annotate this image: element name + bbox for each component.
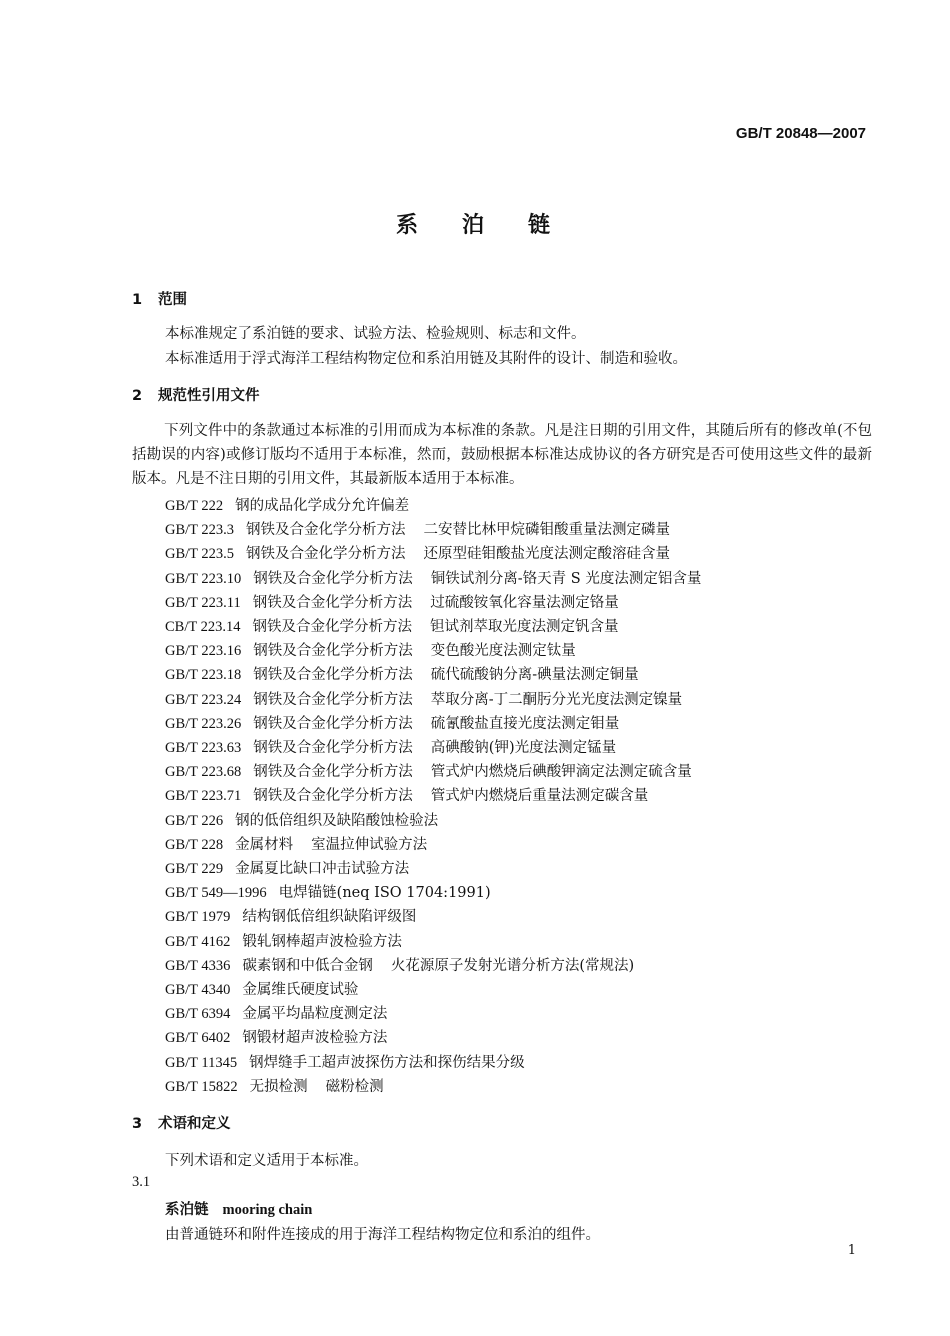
reference-code: GB/T 223.11: [165, 594, 241, 611]
reference-code: GB/T 6394: [165, 1006, 231, 1023]
reference-item: [165, 760, 692, 781]
reference-item: [165, 591, 619, 612]
reference-code: GB/T 223.68: [165, 764, 242, 781]
reference-method: 硫代硫酸钠分离-碘量法测定铜量: [430, 667, 639, 684]
reference-method: 变色酸光度法测定钛量: [430, 643, 576, 660]
reference-name: 碳素钢和中低合金钢: [242, 957, 373, 974]
section-title: 规范性引用文件: [158, 388, 260, 404]
reference-item: [165, 567, 701, 588]
reference-name: 钢铁及合金化学分析方法: [253, 740, 413, 756]
reference-method: 铜铁试剂分离-铬天青 S 光度法测定铝含量: [430, 570, 702, 587]
reference-item: [165, 978, 376, 999]
term-number: 3.1: [132, 1174, 151, 1190]
reference-code: CB/T 223.14: [165, 619, 241, 635]
reference-name: 金属维氏硬度试验: [242, 982, 359, 998]
reference-name: 钢铁及合金化学分析方法: [252, 619, 412, 635]
scope-paragraph-2: 本标准适用于浮式海洋工程结构物定位和系泊用链及其附件的设计、制造和验收。: [165, 351, 687, 367]
reference-method: 过硫酸铵氧化容量法测定铬量: [430, 594, 619, 611]
term-definition: 由普通链环和附件连接成的用于海洋工程结构物定位和系泊的组件。: [165, 1227, 600, 1243]
reference-name: 金属平均晶粒度测定法: [242, 1006, 388, 1023]
reference-item: [165, 736, 616, 757]
reference-method: 硫氰酸盐直接光度法测定钼量: [430, 715, 620, 732]
reference-item: [165, 615, 618, 636]
reference-item: [165, 688, 682, 709]
section-2-heading: [132, 384, 260, 405]
reference-method: 室温拉伸试验方法: [311, 836, 428, 853]
reference-item: [165, 1051, 543, 1072]
term-zh: 系泊链: [165, 1202, 209, 1218]
references-intro-text: 下列文件中的条款通过本标准的引用而成为本标准的条款。凡是注日期的引用文件，其随后所有的修改单(不包括勘误的内容)或修订版均不适用于本标准，然而，鼓励根据本标准达成协议的各方研究是否可使用这些文件的最新版本。凡是不注日期的引用文件，其最新版本适用于本标准。: [132, 423, 872, 487]
reference-code: GB/T 228: [165, 836, 224, 853]
reference-code: GB/T 549—1996: [165, 885, 267, 902]
reference-name: 钢铁及合金化学分析方法: [253, 570, 413, 587]
reference-name: 钢铁及合金化学分析方法: [252, 594, 413, 611]
reference-item: [165, 809, 456, 830]
reference-item: [165, 905, 434, 926]
reference-method: 高碘酸钠(钾)光度法测定锰量: [430, 740, 617, 756]
page-title: 系泊链: [395, 213, 594, 238]
reference-item: [165, 954, 634, 975]
term-en: mooring chain: [222, 1202, 313, 1218]
reference-code: GB/T 223.26: [165, 715, 242, 732]
reference-item: [165, 881, 509, 902]
reference-name: 电焊锚链(neq ISO 1704:1991): [278, 885, 491, 902]
reference-code: GB/T 223.24: [165, 691, 242, 708]
reference-item: [165, 833, 427, 854]
reference-code: GB/T 223.10: [165, 570, 242, 587]
reference-item: [165, 542, 670, 563]
reference-name: 钢锻材超声波检验方法: [242, 1030, 388, 1047]
reference-method: 管式炉内燃烧后重量法测定碳含量: [430, 788, 649, 805]
reference-method: 还原型硅钼酸盐光度法测定酸溶硅含量: [423, 546, 671, 563]
references-intro: [132, 419, 872, 491]
reference-code: GB/T 4336: [165, 957, 231, 974]
reference-code: GB/T 4340: [165, 982, 231, 998]
reference-code: GB/T 223.18: [165, 667, 242, 684]
reference-code: GB/T 15822: [165, 1078, 238, 1095]
reference-name: 钢铁及合金化学分析方法: [253, 788, 413, 805]
reference-name: 钢铁及合金化学分析方法: [253, 691, 413, 708]
section-title: 术语和定义: [158, 1116, 231, 1132]
reference-method: 二安替比林甲烷磷钼酸重量法测定磷量: [423, 522, 671, 539]
reference-name: 钢铁及合金化学分析方法: [253, 764, 413, 781]
reference-name: 钢的成品化学成分允许偏差: [235, 498, 410, 514]
section-3-heading: [132, 1112, 231, 1133]
section-number: 3: [132, 1116, 143, 1132]
reference-item: [165, 518, 670, 539]
reference-item: [165, 639, 576, 660]
reference-item: [165, 1002, 405, 1023]
reference-method: 管式炉内燃烧后碘酸钾滴定法测定硫含量: [430, 764, 692, 781]
section-title: 范围: [158, 292, 187, 308]
reference-code: GB/T 223.16: [165, 643, 242, 660]
reference-item: [165, 663, 639, 684]
term-heading: [165, 1198, 312, 1219]
reference-code: GB/T 4162: [165, 933, 231, 950]
reference-code: GB/T 1979: [165, 909, 231, 926]
reference-item: [165, 1075, 384, 1096]
reference-item: [165, 494, 427, 515]
reference-code: GB/T 229: [165, 861, 224, 877]
reference-name: 钢铁及合金化学分析方法: [253, 667, 413, 684]
scope-paragraph-1: 本标准规定了系泊链的要求、试验方法、检验规则、标志和文件。: [165, 326, 586, 342]
reference-method: 萃取分离-丁二酮肟分光光度法测定镍量: [430, 691, 683, 708]
section-number: 1: [132, 292, 143, 308]
reference-code: GB/T 222: [165, 498, 224, 514]
reference-name: 钢铁及合金化学分析方法: [253, 643, 413, 660]
reference-code: GB/T 223.63: [165, 740, 242, 756]
section-number: 2: [132, 388, 143, 404]
reference-code: GB/T 6402: [165, 1030, 231, 1047]
reference-item: [165, 712, 619, 733]
reference-code: GB/T 223.71: [165, 788, 242, 805]
reference-name: 无损检测: [249, 1078, 308, 1095]
standard-code: GB/T 20848—2007: [735, 125, 866, 142]
reference-name: 钢铁及合金化学分析方法: [246, 546, 406, 563]
reference-code: GB/T 226: [165, 812, 224, 829]
reference-name: 金属材料: [235, 836, 294, 853]
reference-code: GB/T 223.3: [165, 522, 235, 539]
reference-method: 磁粉检测: [325, 1078, 384, 1095]
page-number: 1: [847, 1243, 856, 1258]
reference-item: [165, 784, 648, 805]
reference-name: 钢焊缝手工超声波探伤方法和探伤结果分级: [249, 1054, 525, 1071]
reference-name: 锻轧钢棒超声波检验方法: [242, 933, 402, 950]
reference-code: GB/T 223.5: [165, 546, 235, 563]
reference-name: 钢铁及合金化学分析方法: [253, 715, 413, 732]
section-1-heading: [132, 288, 187, 309]
reference-method: 火花源原子发射光谱分析方法(常规法): [390, 957, 635, 974]
reference-item: [165, 857, 427, 878]
reference-method: 钽试剂萃取光度法测定钒含量: [429, 619, 619, 635]
reference-name: 结构钢低倍组织缺陷评级图: [242, 909, 417, 926]
reference-code: GB/T 11345: [165, 1054, 238, 1071]
reference-name: 金属夏比缺口冲击试验方法: [235, 861, 410, 877]
reference-name: 钢铁及合金化学分析方法: [246, 522, 406, 539]
reference-item: [165, 1026, 405, 1047]
reference-item: [165, 930, 420, 951]
terms-intro: 下列术语和定义适用于本标准。: [165, 1153, 368, 1169]
reference-name: 钢的低倍组织及缺陷酸蚀检验法: [235, 812, 439, 829]
